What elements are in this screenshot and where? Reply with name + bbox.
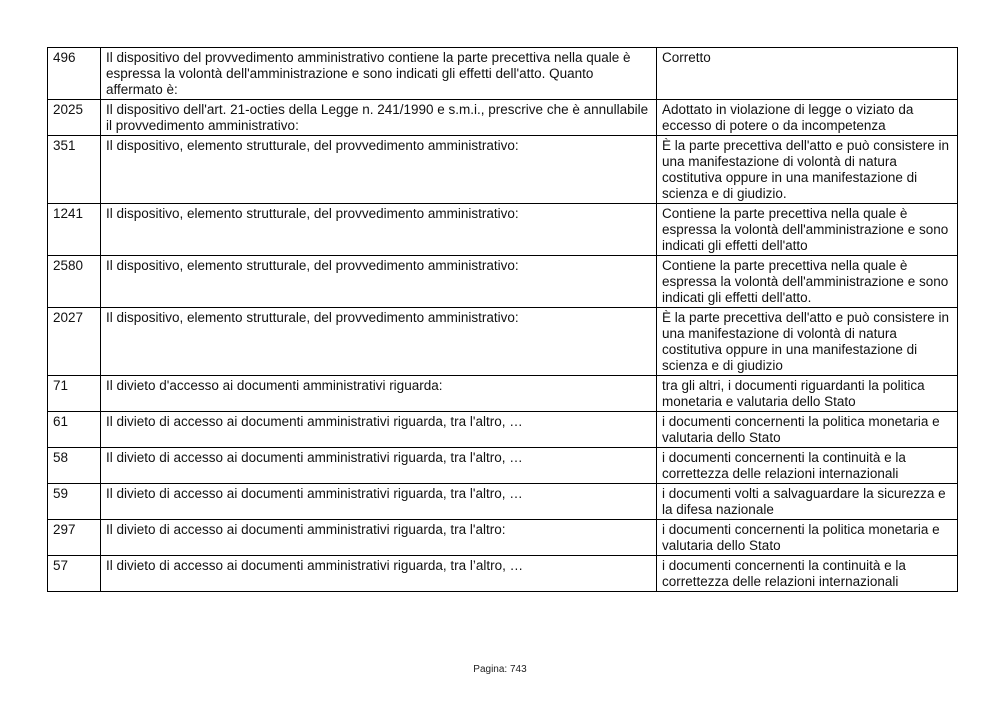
- page-number: Pagina: 743: [473, 664, 527, 675]
- question-cell: Il dispositivo dell'art. 21-octies della Legge n. 241/1990 e s.m.i., prescrive che è annullabile il provvedimento amministrativo:: [101, 100, 657, 136]
- question-cell: Il dispositivo, elemento strutturale, del provvedimento amministrativo:: [101, 308, 657, 376]
- table-row: [48, 204, 958, 256]
- answer-cell: i documenti concernenti la continuità e la correttezza delle relazioni internazionali: [657, 556, 958, 592]
- answer-cell: Contiene la parte precettiva nella quale è espressa la volontà dell'amministrazione e sono indicati gli effetti dell'atto: [657, 204, 958, 256]
- answer-cell: È la parte precettiva dell'atto e può consistere in una manifestazione di volontà di natura costitutiva oppure in una manifestazione di scienza e di giudizio.: [657, 136, 958, 204]
- answer-cell: i documenti concernenti la politica monetaria e valutaria dello Stato: [657, 412, 958, 448]
- quiz-table: [47, 47, 958, 592]
- question-id-cell: 297: [48, 520, 101, 556]
- table-row: [48, 308, 958, 376]
- question-id-cell: 71: [48, 376, 101, 412]
- question-cell: Il dispositivo, elemento strutturale, del provvedimento amministrativo:: [101, 136, 657, 204]
- answer-cell: Corretto: [657, 48, 958, 100]
- question-cell: Il divieto di accesso ai documenti amministrativi riguarda, tra l'altro, …: [101, 448, 657, 484]
- question-cell: Il divieto di accesso ai documenti amministrativi riguarda, tra l'altro:: [101, 520, 657, 556]
- answer-cell: Adottato in violazione di legge o viziato da eccesso di potere o da incompetenza: [657, 100, 958, 136]
- question-id-cell: 59: [48, 484, 101, 520]
- table-row: [48, 376, 958, 412]
- question-id-cell: 351: [48, 136, 101, 204]
- table-row: [48, 136, 958, 204]
- answer-cell: i documenti concernenti la politica monetaria e valutaria dello Stato: [657, 520, 958, 556]
- question-id-cell: 61: [48, 412, 101, 448]
- table-row: [48, 256, 958, 308]
- question-cell: Il divieto di accesso ai documenti amministrativi riguarda, tra l'altro, …: [101, 412, 657, 448]
- question-id-cell: 496: [48, 48, 101, 100]
- question-cell: Il divieto di accesso ai documenti amministrativi riguarda, tra l’altro, …: [101, 556, 657, 592]
- question-id-cell: 2580: [48, 256, 101, 308]
- question-cell: Il dispositivo, elemento strutturale, del provvedimento amministrativo:: [101, 256, 657, 308]
- question-cell: Il dispositivo del provvedimento amministrativo contiene la parte precettiva nella quale è espressa la volontà dell'amministrazione e sono indicati gli effetti dell'atto. Quanto affermato è:: [101, 48, 657, 100]
- table-row: [48, 556, 958, 592]
- question-cell: Il dispositivo, elemento strutturale, del provvedimento amministrativo:: [101, 204, 657, 256]
- table-row: [48, 48, 958, 100]
- question-id-cell: 58: [48, 448, 101, 484]
- answer-cell: È la parte precettiva dell'atto e può consistere in una manifestazione di volontà di natura costitutiva oppure in una manifestazione di scienza e di giudizio: [657, 308, 958, 376]
- answer-cell: Contiene la parte precettiva nella quale è espressa la volontà dell'amministrazione e sono indicati gli effetti dell'atto.: [657, 256, 958, 308]
- table-row: [48, 448, 958, 484]
- table-row: [48, 412, 958, 448]
- question-cell: Il divieto d'accesso ai documenti amministrativi riguarda:: [101, 376, 657, 412]
- question-id-cell: 2027: [48, 308, 101, 376]
- answer-cell: i documenti volti a salvaguardare la sicurezza e la difesa nazionale: [657, 484, 958, 520]
- table-row: [48, 484, 958, 520]
- question-id-cell: 2025: [48, 100, 101, 136]
- table-row: [48, 100, 958, 136]
- table-row: [48, 520, 958, 556]
- answer-cell: tra gli altri, i documenti riguardanti la politica monetaria e valutaria dello Stato: [657, 376, 958, 412]
- question-id-cell: 57: [48, 556, 101, 592]
- question-id-cell: 1241: [48, 204, 101, 256]
- question-cell: Il divieto di accesso ai documenti amministrativi riguarda, tra l'altro, …: [101, 484, 657, 520]
- answer-cell: i documenti concernenti la continuità e la correttezza delle relazioni internazionali: [657, 448, 958, 484]
